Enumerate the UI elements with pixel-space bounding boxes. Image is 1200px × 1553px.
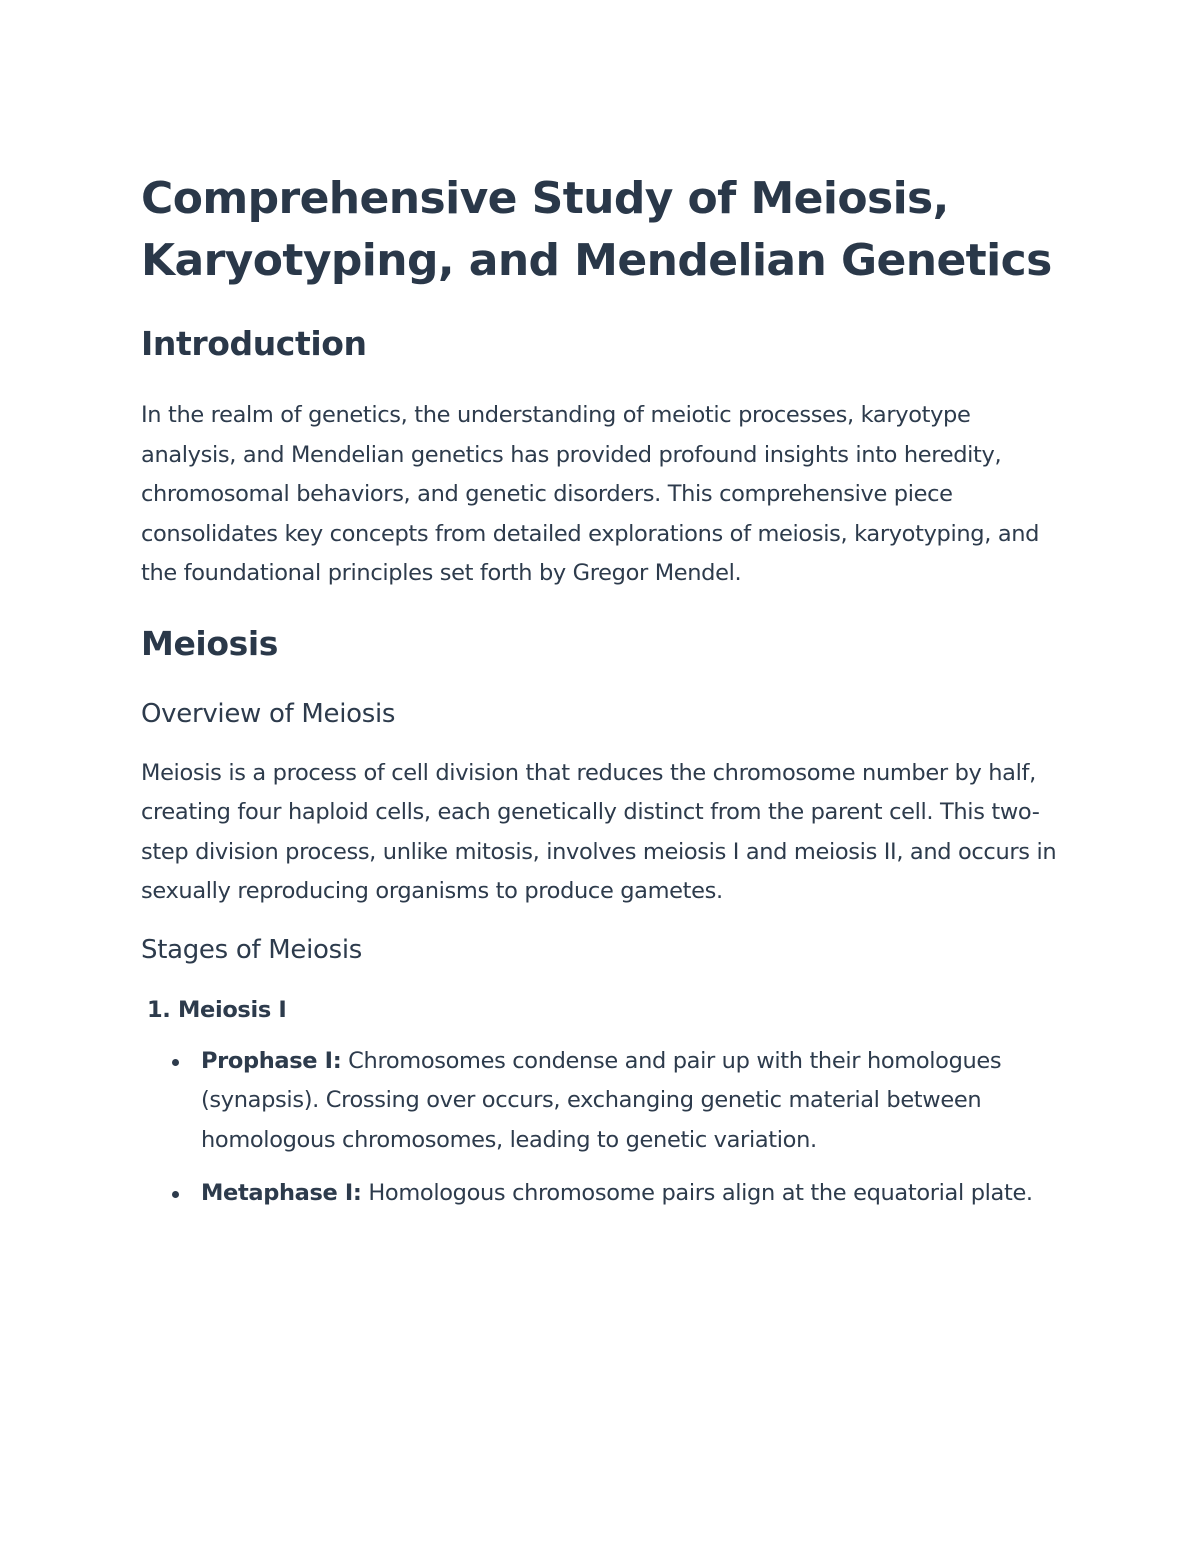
phase-text: Homologous chromosome pairs align at the equatorial plate.	[361, 1180, 1033, 1206]
phase-text: Chromosomes condense and pair up with their homologues (synapsis). Crossing over occurs, exchanging genetic material between homologous chromosomes, leading to genetic variation.	[201, 1047, 1002, 1153]
meiosis-heading: Meiosis	[141, 623, 278, 663]
phase-term: Metaphase I:	[201, 1180, 362, 1206]
phase-list	[141, 1042, 1071, 1214]
bullet-icon	[172, 1059, 179, 1066]
phase-term: Prophase I:	[201, 1047, 342, 1074]
document-page	[141, 168, 1071, 1214]
overview-heading: Overview of Meiosis	[141, 698, 396, 729]
stage-name: Meiosis I	[178, 996, 287, 1023]
stages-list	[141, 992, 1071, 1214]
stage-number: 1.	[147, 996, 171, 1023]
introduction-heading: Introduction	[141, 324, 367, 363]
introduction-paragraph: In the realm of genetics, the understanding of meiotic processes, karyotype analysis, and Mendelian genetics has provided profound insights into heredity, chromosomal behaviors, and genetic disorders. This comprehensive piece consolidates key concepts from detailed explorations of meiosis, karyotyping, and the foundational principles set forth by Gregor Mendel.	[141, 402, 1040, 586]
phase-item	[141, 1174, 1071, 1214]
phase-item	[141, 1042, 1071, 1161]
overview-paragraph: Meiosis is a process of cell division that reduces the chromosome number by half, creating four haploid cells, each genetically distinct from the parent cell. This two-step division process, unlike mitosis, involves meiosis I and meiosis II, and occurs in sexually reproducing organisms to produce gametes.	[141, 759, 1057, 904]
stage-title	[141, 992, 1071, 1028]
document-title: Comprehensive Study of Meiosis, Karyotyping, and Mendelian Genetics	[141, 173, 1052, 286]
stages-heading: Stages of Meiosis	[141, 934, 363, 965]
bullet-icon	[172, 1191, 179, 1198]
stage-item	[141, 992, 1071, 1214]
